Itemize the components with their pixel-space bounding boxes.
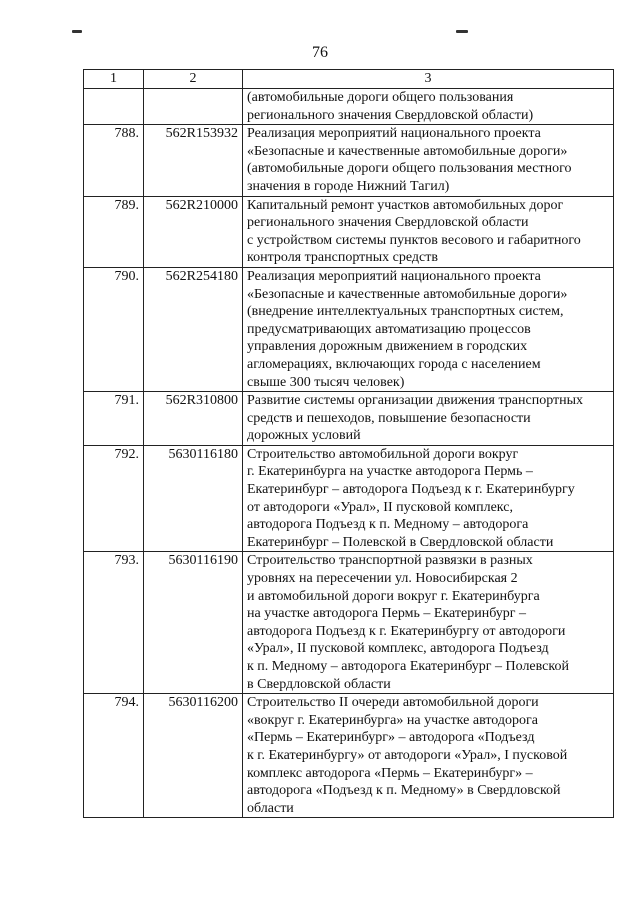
description-line: регионального значения Свердловской области) bbox=[247, 107, 534, 123]
table-row bbox=[84, 196, 614, 267]
description-line: с устройством системы пунктов весового и габаритного bbox=[247, 232, 581, 248]
description-line: «Безопасные и качественные автомобильные дороги» bbox=[247, 143, 568, 159]
row-code: 5630116190 bbox=[144, 552, 243, 694]
description-line: «Урал», II пусковой комплекс, автодорога Подъезд bbox=[247, 641, 549, 657]
row-number: 792. bbox=[84, 445, 144, 552]
row-code bbox=[144, 89, 243, 125]
description-line: комплекс автодорога «Пермь – Екатеринбург» – bbox=[247, 765, 533, 781]
row-number: 791. bbox=[84, 392, 144, 446]
description-line: области bbox=[247, 800, 294, 816]
description-line: Строительство II очереди автомобильной дороги bbox=[247, 695, 539, 711]
row-code: 5630116200 bbox=[144, 694, 243, 818]
description-line: (автомобильные дороги общего пользования bbox=[247, 90, 514, 105]
row-code: 5630116180 bbox=[144, 445, 243, 552]
row-number bbox=[84, 89, 144, 125]
table-header-row bbox=[84, 70, 614, 89]
description-line: контроля транспортных средств bbox=[247, 250, 438, 266]
description-line: Строительство транспортной развязки в разных bbox=[247, 553, 533, 569]
description-line: значения в городе Нижний Тагил) bbox=[247, 178, 450, 194]
table-row bbox=[84, 267, 614, 391]
description-line: регионального значения Свердловской области bbox=[247, 215, 529, 231]
row-description bbox=[243, 196, 614, 267]
column-header-description: 3 bbox=[243, 70, 614, 89]
description-line: к п. Медному – автодорога Екатеринбург – Полевской bbox=[247, 659, 569, 674]
description-line: и автомобильной дороги вокруг г. Екатеринбурга bbox=[247, 588, 540, 604]
table-row bbox=[84, 694, 614, 818]
row-number: 790. bbox=[84, 267, 144, 391]
description-line: Реализация мероприятий национального проекта bbox=[247, 268, 541, 284]
column-header-code: 2 bbox=[144, 70, 243, 89]
description-line: свыше 300 тысяч человек) bbox=[247, 374, 405, 390]
table-row bbox=[84, 445, 614, 552]
description-line: управления дорожным движением в городских bbox=[247, 339, 528, 355]
row-description bbox=[243, 267, 614, 391]
row-description bbox=[243, 125, 614, 196]
table-row bbox=[84, 89, 614, 125]
scan-artifact-left bbox=[72, 30, 82, 33]
budget-code-table bbox=[83, 69, 614, 818]
description-line: уровнях на пересечении ул. Новосибирская 2 bbox=[247, 571, 518, 587]
table-body bbox=[84, 89, 614, 818]
description-line: Екатеринбург – автодорога Подъезд к г. Екатеринбургу bbox=[247, 482, 575, 498]
row-description bbox=[243, 445, 614, 552]
row-number: 789. bbox=[84, 196, 144, 267]
row-description bbox=[243, 552, 614, 694]
description-line: Капитальный ремонт участков автомобильных дорог bbox=[247, 197, 564, 213]
description-line: «Безопасные и качественные автомобильные дороги» bbox=[247, 286, 568, 302]
description-line: на участке автодорога Пермь – Екатеринбург – bbox=[247, 606, 527, 622]
description-line: к г. Екатеринбургу» от автодороги «Урал», I пусковой bbox=[247, 747, 568, 763]
description-line: дорожных условий bbox=[247, 428, 361, 444]
description-line: Развитие системы организации движения транспортных bbox=[247, 393, 584, 409]
table-row bbox=[84, 552, 614, 694]
description-line: в Свердловской области bbox=[247, 676, 391, 692]
description-line: автодорога Подъезд к п. Медному – автодорога bbox=[247, 517, 529, 533]
description-line: Строительство автомобильной дороги вокруг bbox=[247, 446, 519, 462]
row-number: 788. bbox=[84, 125, 144, 196]
scan-artifact-right bbox=[456, 30, 468, 33]
page-number: 76 bbox=[312, 44, 328, 61]
table-row bbox=[84, 125, 614, 196]
row-description bbox=[243, 694, 614, 818]
description-line: «Пермь – Екатеринбург» – автодорога «Подъезд bbox=[247, 730, 535, 746]
description-line: автодорога «Подъезд к п. Медному» в Свердловской bbox=[247, 783, 561, 799]
description-line: агломерациях, включающих города с населением bbox=[247, 356, 541, 372]
description-line: автодорога Подъезд к г. Екатеринбургу от автодороги bbox=[247, 623, 566, 639]
row-number: 793. bbox=[84, 552, 144, 694]
row-description bbox=[243, 392, 614, 446]
description-line: предусматривающих автоматизацию процессов bbox=[247, 321, 531, 337]
description-line: Екатеринбург – Полевской в Свердловской области bbox=[247, 534, 554, 550]
description-line: Реализация мероприятий национального проекта bbox=[247, 126, 541, 142]
table-row bbox=[84, 392, 614, 446]
row-description bbox=[243, 89, 614, 125]
row-code: 562R210000 bbox=[144, 196, 243, 267]
row-number: 794. bbox=[84, 694, 144, 818]
description-line: «вокруг г. Екатеринбурга» на участке автодорога bbox=[247, 712, 538, 728]
row-code: 562R153932 bbox=[144, 125, 243, 196]
description-line: г. Екатеринбурга на участке автодорога Пермь – bbox=[247, 464, 533, 480]
description-line: от автодороги «Урал», II пусковой комплекс, bbox=[247, 499, 513, 515]
description-line: (автомобильные дороги общего пользования местного bbox=[247, 161, 572, 177]
description-line: (внедрение интеллектуальных транспортных систем, bbox=[247, 304, 564, 320]
column-header-number: 1 bbox=[84, 70, 144, 89]
description-line: средств и пешеходов, повышение безопасности bbox=[247, 410, 531, 426]
row-code: 562R310800 bbox=[144, 392, 243, 446]
row-code: 562R254180 bbox=[144, 267, 243, 391]
